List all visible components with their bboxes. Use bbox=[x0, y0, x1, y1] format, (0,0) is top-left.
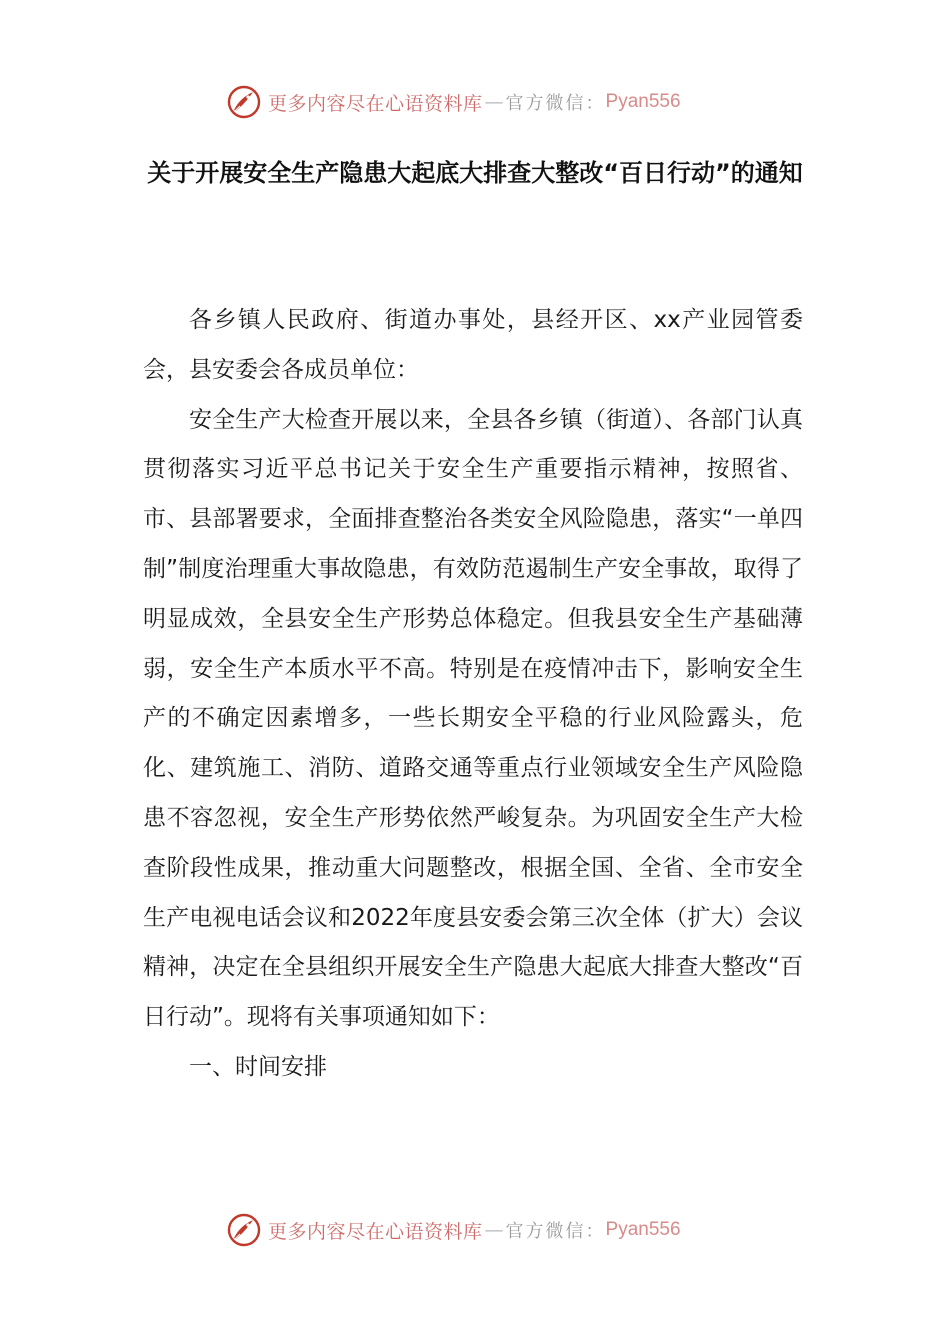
footer-watermark bbox=[226, 1210, 746, 1250]
watermark-contact-label: 官方微信： bbox=[505, 1221, 606, 1242]
watermark-contact-id: Pyan556 bbox=[605, 1219, 681, 1240]
document-body bbox=[143, 296, 803, 1093]
salutation-paragraph: 各乡镇人民政府、街道办事处，县经开区、xx产业园管委会，县安委会各成员单位： bbox=[143, 307, 803, 383]
watermark-contact-label: 官方微信： bbox=[505, 93, 606, 114]
header-watermark bbox=[226, 82, 746, 122]
watermark-dash: — bbox=[484, 1219, 504, 1241]
pen-logo-icon bbox=[226, 1212, 262, 1248]
section-heading: 一、时间安排 bbox=[189, 1053, 327, 1080]
watermark-dash: — bbox=[484, 91, 504, 113]
watermark-slogan: 更多内容尽在心语资料库 bbox=[268, 92, 483, 115]
pen-logo-icon bbox=[226, 84, 262, 120]
watermark-slogan: 更多内容尽在心语资料库 bbox=[268, 1220, 483, 1243]
watermark-contact-id: Pyan556 bbox=[605, 91, 681, 112]
document-title: 关于开展安全生产隐患大起底大排查大整改“百日行动”的通知 bbox=[147, 159, 803, 187]
body-paragraph: 安全生产大检查开展以来，全县各乡镇（街道）、各部门认真贯彻落实习近平总书记关于安全生产重要指示精神，按照省、市、县部署要求，全面排查整治各类安全风险隐患，落实“一单四制”制度治理重大事故隐患，有效防范遏制生产安全事故，取得了明显成效，全县安全生产形势总体稳定。但我县安全生产基础薄弱，安全生产本质水平不高。特别是在疫情冲击下，影响安全生产的不确定因素增多，一些长期安全平稳的行业风险露头，危化、建筑施工、消防、道路交通等重点行业领域安全生产风险隐患不容忽视，安全生产形势依然严峻复杂。为巩固安全生产大检查阶段性成果，推动重大问题整改，根据全国、全省、全市安全生产电视电话会议和2022年度县安委会第三次全体（扩大）会议精神，决定在全县组织开展安全生产隐患大起底大排查大整改“百日行动”。现将有关事项通知如下： bbox=[143, 406, 803, 1031]
